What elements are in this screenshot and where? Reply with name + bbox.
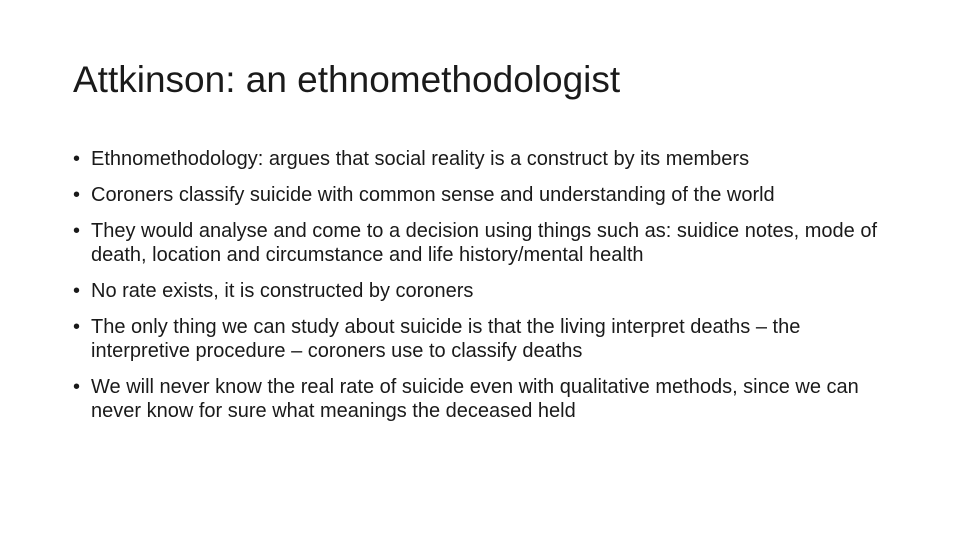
bullet-text: Ethnomethodology: argues that social reality is a construct by its members — [91, 148, 750, 170]
bullet-item — [73, 219, 903, 267]
bullet-icon: • — [73, 316, 81, 338]
slide-title: Attkinson: an ethnomethodologist — [73, 59, 621, 100]
bullet-text: Coroners classify suicide with common sense and understanding of the world — [91, 184, 775, 206]
bullet-icon: • — [73, 148, 81, 170]
bullet-item — [73, 183, 903, 207]
bullet-item — [73, 315, 903, 363]
bullet-text: We will never know the real rate of suicide even with qualitative methods, since we can never know for sure what meanings the deceased held — [91, 376, 859, 422]
bullet-item — [73, 375, 903, 423]
bullet-list — [73, 147, 903, 435]
bullet-icon: • — [73, 376, 81, 398]
bullet-icon: • — [73, 280, 81, 302]
bullet-icon: • — [73, 220, 81, 242]
bullet-text: The only thing we can study about suicide is that the living interpret deaths – the interpretive procedure – coroners use to classify deaths — [91, 316, 801, 362]
bullet-text: They would analyse and come to a decision using things such as: suidice notes, mode of death, location and circumstance and life history/mental health — [91, 220, 878, 266]
bullet-icon: • — [73, 184, 81, 206]
bullet-text: No rate exists, it is constructed by coroners — [91, 280, 474, 302]
bullet-item — [73, 147, 903, 171]
bullet-item — [73, 279, 903, 303]
